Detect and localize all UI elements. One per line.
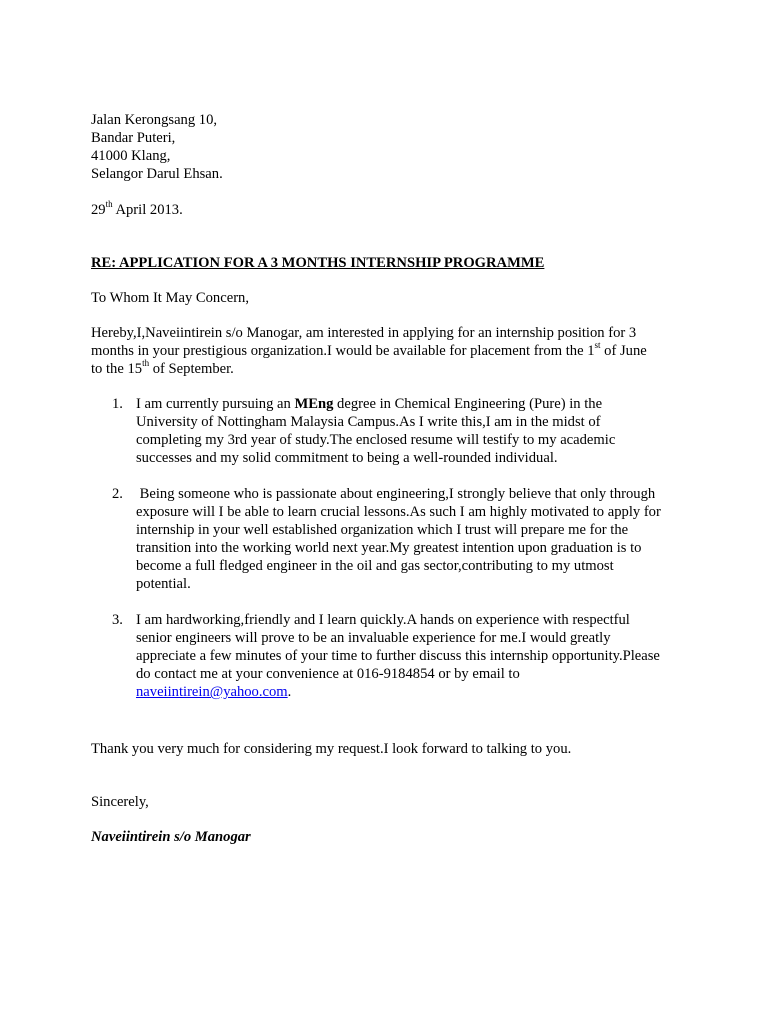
signature-name: Naveiintirein s/o Manogar [91,829,251,845]
date-day: 29 [91,202,106,218]
intro-text: to the 15 [91,361,143,377]
intro-paragraph [91,324,691,378]
list-number: 3. [112,612,123,628]
point-line: I am hardworking,friendly and I learn quickly.A hands on experience with respectful [136,612,630,628]
closing: Sincerely, [91,794,149,810]
list-item [91,485,691,593]
list-item [91,611,691,701]
point-line: internship in your well established organization which I trust will prepare me for the [136,522,629,538]
address-line: Jalan Kerongsang 10, [91,112,218,128]
point-line: potential. [136,576,191,592]
point-line: Being someone who is passionate about engineering,I strongly believe that only through [136,486,656,502]
point-line: senior engineers will prove to be an invaluable experience for me.I would greatly [136,630,611,646]
ordinal-suffix: th [142,358,150,369]
list-item [91,395,691,467]
list-number: 1. [112,396,123,412]
intro-text: of June [600,343,647,359]
point-text: degree in Chemical Engineering (Pure) in the [333,396,603,412]
list-number: 2. [112,486,123,502]
point-line: do contact me at your convenience at 016-9184854 or by email to [136,666,520,682]
address-line: Bandar Puteri, [91,130,176,146]
point-text: I am currently pursuing an [136,396,295,412]
sender-address [91,111,691,183]
point-line: exposure will I be able to learn crucial lessons.As such I am highly motivated to apply for [136,504,661,520]
thanks-line: Thank you very much for considering my request.I look forward to talking to you. [91,741,572,757]
point-line: successes and my solid commitment to being a well-rounded individual. [136,450,558,466]
intro-line: Hereby,I,Naveiintirein s/o Manogar, am interested in applying for an internship position for 3 [91,325,637,341]
ordinal-suffix: st [594,340,601,351]
point-line: transition into the working world next year.My greatest intention upon graduation is to [136,540,642,556]
numbered-points [91,395,691,701]
intro-line [91,342,691,360]
point-line [136,395,691,413]
address-line: 41000 Klang, [91,148,171,164]
salutation: To Whom It May Concern, [91,290,249,306]
subject-line: RE: APPLICATION FOR A 3 MONTHS INTERNSHIP PROGRAMME [91,255,545,271]
intro-text: of September. [149,361,234,377]
letter-date [91,201,691,219]
intro-line [91,360,691,378]
point-text: . [287,684,292,700]
point-line: University of Nottingham Malaysia Campus.As I write this,I am in the midst of [136,414,601,430]
date-rest: April 2013. [112,202,183,218]
letter [91,111,691,846]
point-line: become a full fledged engineer in the oil and gas sector,contributing to my utmost [136,558,614,574]
date-suffix: th [105,199,113,210]
email-link[interactable]: naveiintirein@yahoo.com [136,684,288,700]
point-line: completing my 3rd year of study.The enclosed resume will testify to my academic [136,432,616,448]
degree-bold: MEng [294,396,334,412]
point-line: appreciate a few minutes of your time to further discuss this internship opportunity.Please [136,648,660,664]
address-line: Selangor Darul Ehsan. [91,166,223,182]
intro-text: months in your prestigious organization.I would be available for placement from the 1 [91,343,595,359]
point-line [136,683,691,701]
